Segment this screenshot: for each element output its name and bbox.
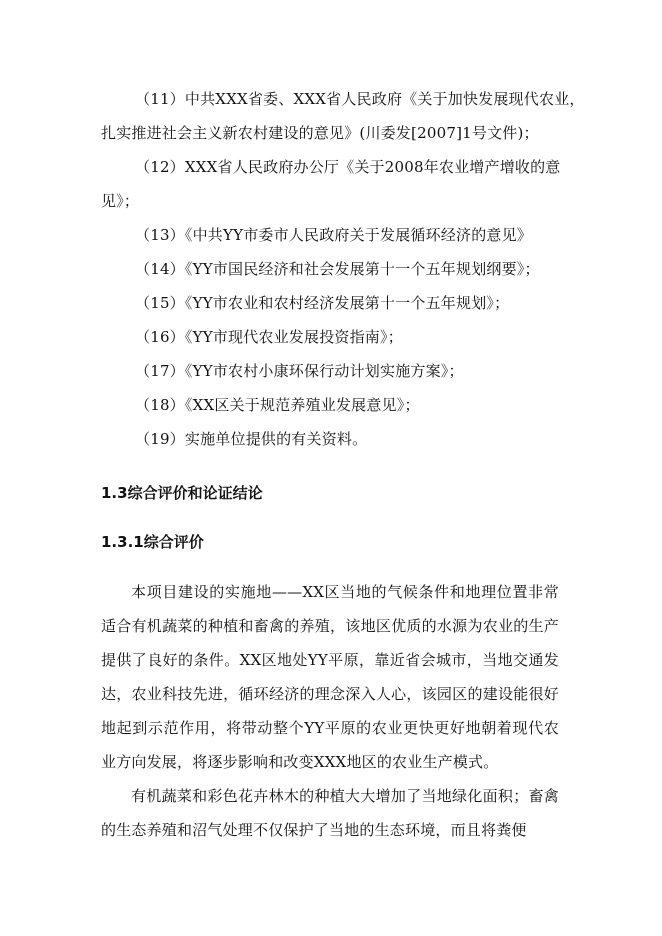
reference-item-14: （14）《YY市国民经济和社会发展第十一个五年规划纲要》； [135, 260, 540, 278]
reference-item-11-line-1: （11）中共XXX省委、XXX省人民政府《关于加快发展现代农业， [135, 90, 585, 108]
reference-item-16: （16）《YY市现代农业发展投资指南》； [135, 328, 403, 346]
reference-item-12-line-1: （12）XXX省人民政府办公厅《关于2008年农业增产增收的意 [135, 158, 561, 176]
reference-item-11-line-2: 扎实推进社会主义新农村建设的意见》(川委发[2007]1号文件)； [101, 124, 539, 142]
section-heading-1-3-1: 1.3.1综合评价 [101, 533, 204, 551]
reference-item-19: （19）实施单位提供的有关资料。 [135, 430, 368, 448]
reference-item-12-line-2: 见》； [101, 192, 140, 210]
reference-item-17: （17）《YY市农村小康环保行动计划实施方案》； [135, 362, 464, 380]
reference-item-13: （13）《中共YY市委市人民政府关于发展循环经济的意见》 [135, 226, 532, 244]
section-heading-1-3: 1.3综合评价和论证结论 [101, 484, 263, 502]
reference-item-18: （18）《XX区关于规范养殖业发展意见》； [135, 396, 420, 414]
body-paragraph-2: 有机蔬菜和彩色花卉林木的种植大大增加了当地绿化面积；畜禽的生态养殖和沼气处理不仅保护了当地的生态环境，而且将粪便 [101, 787, 559, 839]
body-paragraph-1: 本项目建设的实施地——XX区当地的气候条件和地理位置非常适合有机蔬菜的种植和畜禽的养殖，该地区优质的水源为农业的生产提供了良好的条件。XX区地处YY平原，靠近省会城市，当地交通发达，农业科技先进，循环经济的理念深入人心，该园区的建设能很好地起到示范作用，将带动整个YY平原的农业更快更好地朝着现代农业方向发展，将逐步影响和改变XXX地区的农业生产模式。 [101, 583, 559, 771]
reference-item-15: （15）《YY市农业和农村经济发展第十一个五年规划》； [135, 294, 510, 312]
